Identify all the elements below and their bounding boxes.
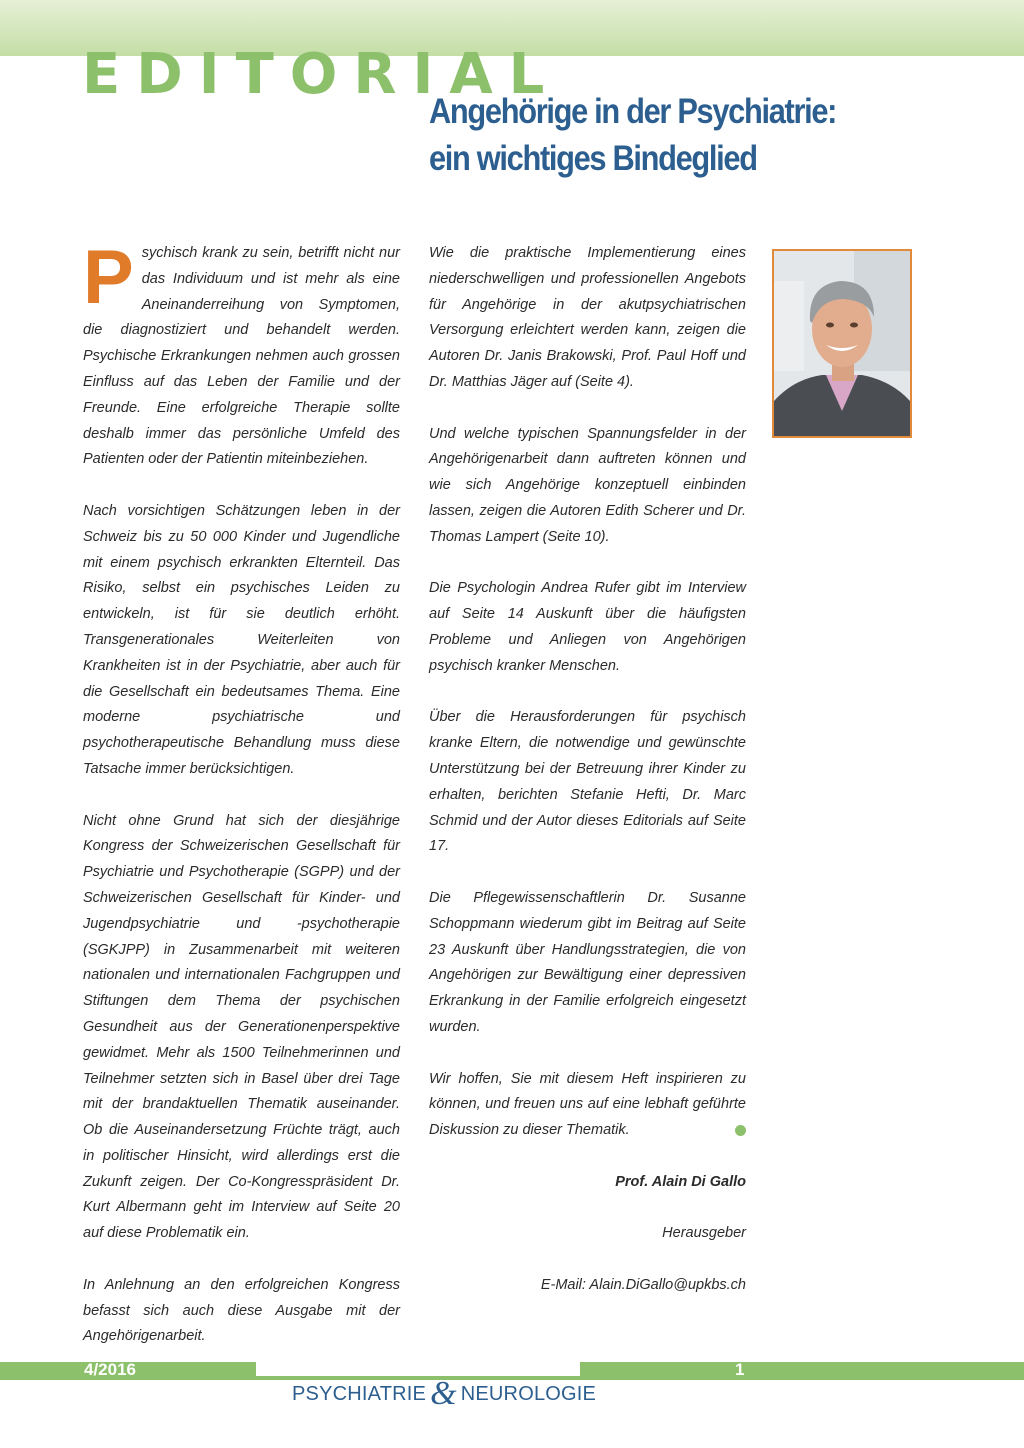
article-title (429, 88, 887, 182)
green-dot-icon (735, 1125, 746, 1136)
logo-word-right: NEUROLOGIE (460, 1383, 597, 1405)
right-text-column (429, 241, 746, 1324)
journal-logo (292, 1375, 597, 1412)
footer-logo-gap (256, 1362, 580, 1376)
author-email[interactable]: E-Mail: Alain.DiGallo@upkbs.ch (540, 1276, 746, 1293)
logo-word-left: PSYCHIATRIE (292, 1383, 427, 1405)
paragraph: Wie die praktische Implementierung eines niederschwelligen und professionellen Angebots für Angehörige in der akutpsychiatrischen Versorgung erleichtert werden kann, zeigen die Autoren Dr. Janis Brakowski, Prof. Paul Hoff und Dr. Matthias Jäger auf (Seite 4). (429, 245, 746, 390)
issue-number: 4/2016 (84, 1360, 136, 1379)
left-text-column (83, 235, 400, 1376)
paragraph: Nach vorsichtigen Schätzungen leben in der Schweiz bis zu 50 000 Kinder und Jugendliche mit einem psychisch erkrankten Elternteil. Das Risiko, selbst ein psychisches Leiden zu entwickeln, ist für sie deutlich erhöht. Transgenerationales Weiterleiten von Krankheiten ist in der Psychiatrie, aber auch für die Gesellschaft ein bedeutsames Thema. Eine moderne psychiatrische und psychotherapeutische Behandlung muss diese Tatsache immer berücksichtigen. (83, 502, 400, 777)
paragraph: Die Pflegewissenschaftlerin Dr. Susanne Schoppmann wiederum gibt im Beitrag auf Seite 23 Auskunft über Handlungsstrategien, die von Angehörigen zur Bewältigung einer depressiven Erkrankung in der Familie erfolgreich eingesetzt wurden. (429, 889, 746, 1035)
title-line-1: Angehörige in der Psychiatrie: (429, 92, 837, 131)
paragraph: Über die Herausforderungen für psychisch kranke Eltern, die notwendige und gewünschte Unterstützung bei der Betreuung ihrer Kinder zu erhalten, berichten Stefanie Hefti, Dr. Marc Schmid und der Autor dieses Editorials auf Seite 17. (429, 709, 746, 855)
logo-ampersand: & (430, 1375, 457, 1412)
title-line-2: ein wichtiges Bindeglied (429, 139, 757, 178)
paragraph: Die Psychologin Andrea Rufer gibt im Interview auf Seite 14 Auskunft über die häufigsten Probleme und Anliegen von Angehörigen psychisch kranker Menschen. (429, 580, 746, 674)
author-portrait-photo (772, 249, 912, 438)
drop-cap: P (83, 235, 134, 320)
section-label: EDITORIAL (82, 42, 561, 107)
paragraph-closing: Wir hoffen, Sie mit diesem Heft inspirieren zu können, und freuen uns auf eine lebhaft geführte Diskussion zu dieser Thematik. (429, 1070, 746, 1139)
author-name: Prof. Alain Di Gallo (615, 1173, 746, 1190)
paragraph: Psychisch krank zu sein, betrifft nicht nur das Individuum und ist mehr als eine Aneinanderreihung von Symptomen, die diagnostiziert und behandelt werden. Psychische Erkrankungen nehmen auch grossen Einfluss auf das Leben der Familie und der Freunde. Eine erfolgreiche Therapie sollte deshalb immer das persönliche Umfeld des Patienten oder der Patientin miteinbeziehen. (83, 235, 400, 468)
paragraph: Nicht ohne Grund hat sich der diesjährige Kongress der Schweizerischen Gesellschaft für Psychiatrie und Psychotherapie (SGPP) und der Schweizerischen Gesellschaft für Kinder- und Jugendpsychiatrie und -psychotherapie (SGKJPP) in Zusammenarbeit mit weiteren nationalen und internationalen Fachgruppen und Stiftungen dem Thema der psychischen Gesundheit aus der Generationenperspektive gewidmet. Mehr als 1500 Teilnehmerinnen und Teilnehmer setzten sich in Basel über drei Tage mit der brandaktuellen Thematik auseinander. Ob die Auseinandersetzung Früchte trägt, auch in politischer Hinsicht, wird allerdings erst die Zukunft zeigen. Der Co-Kongresspräsident Dr. Kurt Albermann geht im Interview auf Seite 20 auf diese Problematik ein. (83, 812, 400, 1242)
page-number: 1 (735, 1360, 745, 1379)
paragraph: Und welche typischen Spannungsfelder in der Angehörigenarbeit dann auftreten können und wie sich Angehörige konzeptuell einbinden lassen, zeigen die Autoren Edith Scherer und Dr. Thomas Lampert (Seite 10). (429, 425, 746, 545)
paragraph: In Anlehnung an den erfolgreichen Kongress befasst sich auch diese Ausgabe mit der Angehörigenarbeit. (83, 1276, 400, 1345)
author-role: Herausgeber (662, 1225, 746, 1242)
portrait-illustration (774, 251, 910, 436)
